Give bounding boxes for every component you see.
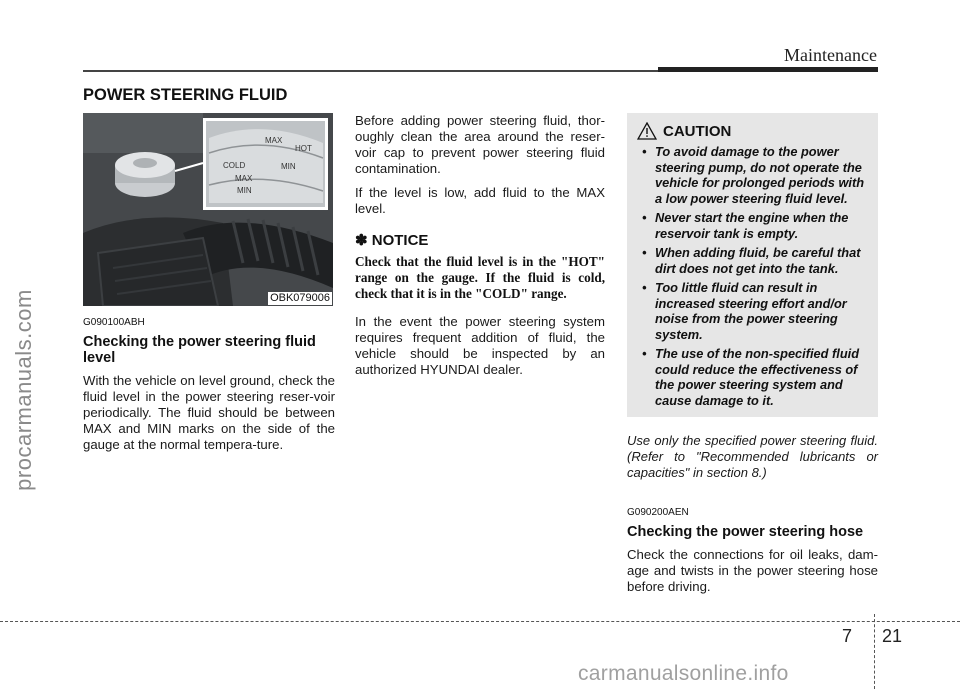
- gauge-label: MAX: [265, 136, 283, 145]
- caution-box: [627, 113, 878, 417]
- column-left: [83, 317, 335, 461]
- header-rule-accent: [658, 67, 878, 72]
- body-paragraph: If the level is low, add fluid to the MAX level.: [355, 185, 605, 216]
- engine-photo: [83, 113, 333, 306]
- bullet-icon: •: [642, 280, 647, 295]
- gauge-label: MIN: [237, 186, 252, 195]
- section-code: G090200AEN: [627, 507, 689, 518]
- bullet-icon: •: [642, 346, 647, 361]
- caution-header: [635, 122, 870, 140]
- caution-item: [635, 245, 870, 276]
- watermark-bottom: carmanualsonline.info: [578, 662, 789, 685]
- watermark-left: [6, 150, 42, 630]
- notice-body: Check that the fluid level is in the "HOT" range on the gauge. If the fluid is cold, check that it is in the "COLD" range.: [355, 254, 605, 301]
- footer-divider: [874, 614, 875, 689]
- caution-item-text: The use of the non-specified fluid could reduce the effectiveness of the power steering system and cause damage to it.: [655, 346, 860, 408]
- bullet-icon: •: [642, 245, 647, 260]
- bullet-icon: •: [642, 144, 647, 159]
- section-heading: Checking the power steering hose: [627, 524, 864, 540]
- body-paragraph: Before adding power steering fluid, thor-oughly clean the area around the reser-voir cap to prevent power steering fluid contamination.: [355, 113, 605, 176]
- chapter-number: 7: [842, 626, 853, 646]
- caution-item: [635, 210, 870, 241]
- warning-triangle-icon: [637, 122, 657, 140]
- page-number: 21: [882, 626, 903, 646]
- caution-item-text: When adding fluid, be careful that dirt does not get into the tank.: [655, 245, 861, 276]
- notice-title: ✽ NOTICE: [355, 232, 429, 249]
- section-code: G090100ABH: [83, 317, 145, 328]
- body-paragraph: With the vehicle on level ground, check the fluid level in the power steering reser-voir periodically. The fluid should be between MAX and MIN marks on the side of the gauge at the normal tempera-ture.: [83, 373, 335, 452]
- photo-code: OBK079006: [270, 292, 330, 304]
- column-middle: [355, 113, 605, 386]
- gauge-label: HOT: [295, 144, 312, 153]
- caution-item: [635, 346, 870, 408]
- gauge-label: COLD: [223, 161, 246, 170]
- caution-item: [635, 144, 870, 206]
- caution-item-text: Never start the engine when the reservoir tank is empty.: [655, 210, 849, 241]
- body-paragraph: In the event the power steering system requires frequent addition of fluid, the vehicle should be inspected by an authorized HYUNDAI dealer.: [355, 314, 605, 377]
- page-title: POWER STEERING FLUID: [83, 86, 288, 104]
- engine-photo-illustration: [83, 113, 333, 306]
- caution-title: CAUTION: [663, 122, 732, 140]
- caution-list: [635, 144, 870, 408]
- gauge-label: MIN: [281, 162, 296, 171]
- body-paragraph: Check the connections for oil leaks, dam-age and twists in the power steering hose before driving.: [627, 547, 878, 594]
- italic-note: Use only the specified power steering fluid. (Refer to "Recommended lubricants or capacities" in section 8.): [627, 433, 878, 480]
- watermark-left-text: procarmanuals.com: [11, 289, 36, 491]
- caution-item-text: To avoid damage to the power steering pump, do not operate the vehicle for prolonged periods with a low power steering fluid level.: [655, 144, 865, 206]
- caution-item: [635, 280, 870, 342]
- section-name: Maintenance: [784, 45, 877, 65]
- section-heading: Checking the power steering fluid level: [83, 334, 316, 366]
- column-right: [627, 113, 878, 603]
- gauge-label: MAX: [235, 174, 253, 183]
- footer-rule: [0, 621, 960, 622]
- bullet-icon: •: [642, 210, 647, 225]
- caution-item-text: Too little fluid can result in increased steering effort and/or noise from the power steering system.: [655, 280, 847, 342]
